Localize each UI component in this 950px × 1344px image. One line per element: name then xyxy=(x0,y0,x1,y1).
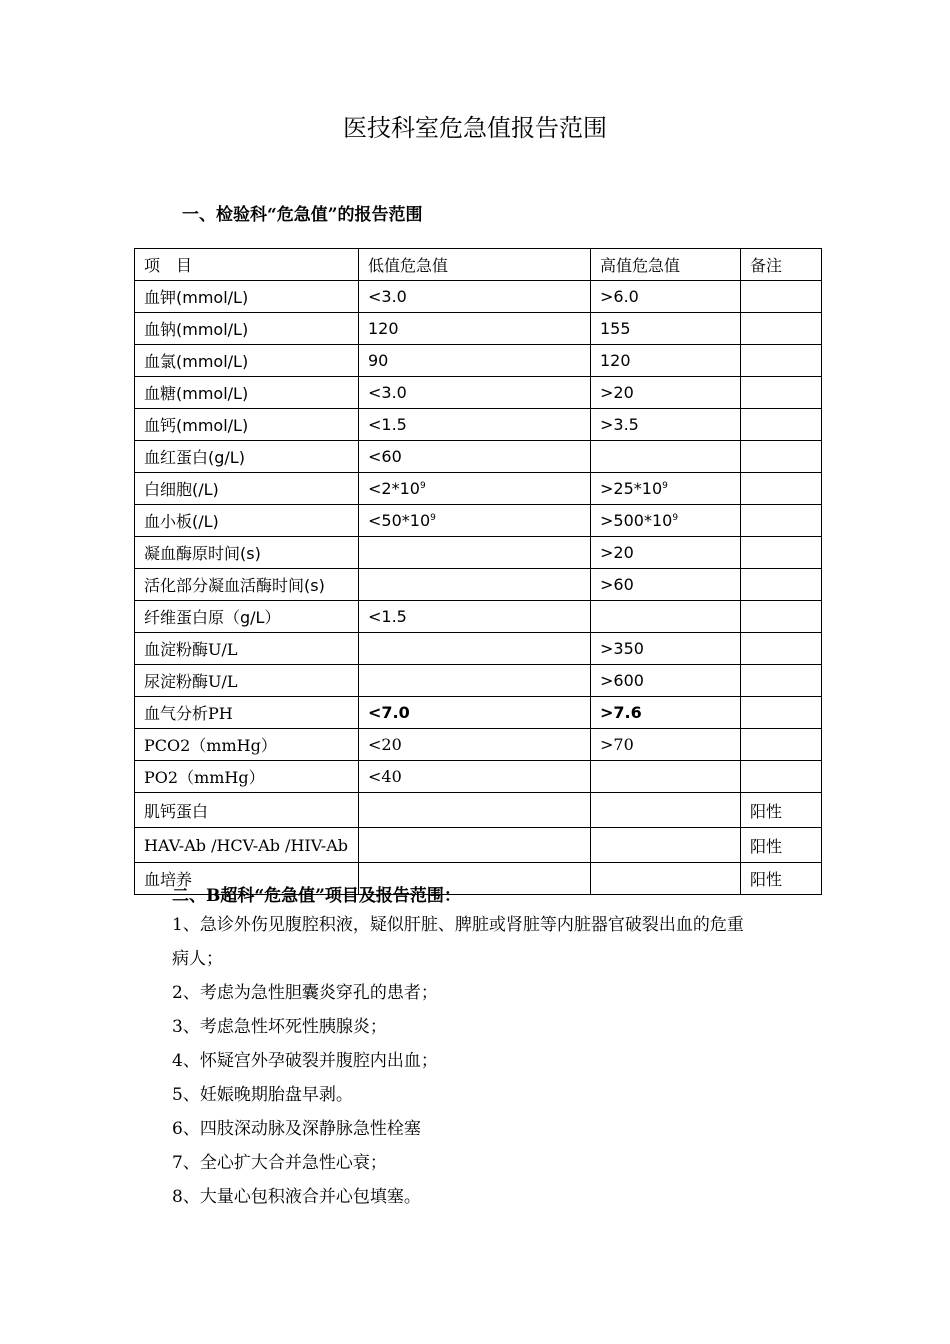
list-item: 6、四肢深动脉及深静脉急性栓塞 xyxy=(172,1119,421,1139)
cell-low: $<2*10^9$ xyxy=(359,473,591,505)
cell-item: 血糖(mmol/L) xyxy=(135,377,359,409)
cell-high: >7.6 xyxy=(591,697,741,729)
cell-note xyxy=(741,473,822,505)
cell-high: >350 xyxy=(591,633,741,665)
cell-note xyxy=(741,345,822,377)
cell-item: 白细胞(/L) xyxy=(135,473,359,505)
cell-low: <3.0 xyxy=(359,281,591,313)
cell-high: >60 xyxy=(591,569,741,601)
table-row xyxy=(135,793,822,828)
cell-note xyxy=(741,729,822,761)
cell-note xyxy=(741,409,822,441)
cell-item: 凝血酶原时间(s) xyxy=(135,537,359,569)
table-header-row xyxy=(135,249,822,281)
cell-low: <7.0 xyxy=(359,697,591,729)
cell-note xyxy=(741,505,822,537)
table-row xyxy=(135,377,822,409)
header-low: 低值危急值 xyxy=(359,249,591,281)
cell-high: 155 xyxy=(591,313,741,345)
cell-note: 阳性 xyxy=(741,828,822,863)
cell-note xyxy=(741,633,822,665)
table-row xyxy=(135,345,822,377)
cell-low: <60 xyxy=(359,441,591,473)
cell-low xyxy=(359,793,591,828)
cell-item: 血红蛋白(g/L) xyxy=(135,441,359,473)
cell-item: PO2（mmHg） xyxy=(135,761,359,793)
cell-note: 阳性 xyxy=(741,863,822,895)
cell-low xyxy=(359,569,591,601)
table-row xyxy=(135,665,822,697)
cell-high: >20 xyxy=(591,537,741,569)
cell-high: >3.5 xyxy=(591,409,741,441)
cell-item: 尿淀粉酶U/L xyxy=(135,665,359,697)
table-row xyxy=(135,569,822,601)
table-row xyxy=(135,473,822,505)
cell-item: HAV-Ab /HCV-Ab /HIV-Ab xyxy=(135,828,359,863)
table-row xyxy=(135,601,822,633)
list-item: 1、急诊外伤见腹腔积液，疑似肝脏、脾脏或肾脏等内脏器官破裂出血的危重 xyxy=(172,915,744,935)
cell-low xyxy=(359,828,591,863)
cell-high: >20 xyxy=(591,377,741,409)
table-row xyxy=(135,828,822,863)
table-row xyxy=(135,409,822,441)
cell-note xyxy=(741,537,822,569)
cell-item: 活化部分凝血活酶时间(s) xyxy=(135,569,359,601)
cell-item: 血钠(mmol/L) xyxy=(135,313,359,345)
cell-low: <20 xyxy=(359,729,591,761)
cell-high: $>500*10^9$ xyxy=(591,505,741,537)
cell-low: 120 xyxy=(359,313,591,345)
cell-low xyxy=(359,665,591,697)
cell-item: 血氯(mmol/L) xyxy=(135,345,359,377)
list-item: 5、妊娠晚期胎盘早剥。 xyxy=(172,1085,353,1105)
cell-note: 阳性 xyxy=(741,793,822,828)
cell-high xyxy=(591,828,741,863)
table-row xyxy=(135,633,822,665)
cell-low: <1.5 xyxy=(359,409,591,441)
cell-item: 血钙(mmol/L) xyxy=(135,409,359,441)
list-item: 7、全心扩大合并急性心衰； xyxy=(172,1153,387,1173)
cell-high xyxy=(591,601,741,633)
cell-note xyxy=(741,313,822,345)
cell-item: 血淀粉酶U/L xyxy=(135,633,359,665)
section1-heading: 一、检验科“危急值”的报告范围 xyxy=(182,205,423,225)
cell-item: PCO2（mmHg） xyxy=(135,729,359,761)
table-row xyxy=(135,537,822,569)
ultrasound-critical-list xyxy=(172,908,822,1214)
header-high: 高值危急值 xyxy=(591,249,741,281)
cell-high xyxy=(591,441,741,473)
table-row xyxy=(135,281,822,313)
cell-low xyxy=(359,537,591,569)
cell-high xyxy=(591,761,741,793)
table-row xyxy=(135,729,822,761)
cell-high: >600 xyxy=(591,665,741,697)
cell-item: 血小板(/L) xyxy=(135,505,359,537)
table-row xyxy=(135,697,822,729)
cell-high xyxy=(591,863,741,895)
cell-note xyxy=(741,377,822,409)
cell-item: 纤维蛋白原（g/L） xyxy=(135,601,359,633)
cell-item: 血气分析PH xyxy=(135,697,359,729)
cell-note xyxy=(741,665,822,697)
cell-note xyxy=(741,601,822,633)
header-note: 备注 xyxy=(741,249,822,281)
section2-heading: 二、B超科“危急值”项目及报告范围： xyxy=(172,886,461,906)
cell-high: $>25*10^9$ xyxy=(591,473,741,505)
cell-low: 90 xyxy=(359,345,591,377)
cell-note xyxy=(741,281,822,313)
table-row xyxy=(135,761,822,793)
cell-low: <40 xyxy=(359,761,591,793)
page-title: 医技科室危急值报告范围 xyxy=(343,114,607,142)
cell-low: <3.0 xyxy=(359,377,591,409)
cell-item: 血钾(mmol/L) xyxy=(135,281,359,313)
list-item: 2、考虑为急性胆囊炎穿孔的患者； xyxy=(172,983,438,1003)
cell-high xyxy=(591,793,741,828)
critical-values-table xyxy=(134,248,822,895)
cell-item: 肌钙蛋白 xyxy=(135,793,359,828)
table-row xyxy=(135,313,822,345)
cell-item: 血培养 xyxy=(135,863,359,895)
cell-note xyxy=(741,569,822,601)
cell-high: >6.0 xyxy=(591,281,741,313)
list-item: 4、怀疑宫外孕破裂并腹腔内出血； xyxy=(172,1051,438,1071)
table-row xyxy=(135,505,822,537)
cell-note xyxy=(741,697,822,729)
list-item: 8、大量心包积液合并心包填塞。 xyxy=(172,1187,421,1207)
header-item: 项 目 xyxy=(135,249,359,281)
cell-low: <1.5 xyxy=(359,601,591,633)
cell-low: $<50*10^9$ xyxy=(359,505,591,537)
list-item: 病人； xyxy=(172,949,223,969)
cell-note xyxy=(741,441,822,473)
table-row xyxy=(135,441,822,473)
cell-high: >70 xyxy=(591,729,741,761)
cell-low xyxy=(359,633,591,665)
cell-high: 120 xyxy=(591,345,741,377)
list-item: 3、考虑急性坏死性胰腺炎； xyxy=(172,1017,387,1037)
cell-note xyxy=(741,761,822,793)
